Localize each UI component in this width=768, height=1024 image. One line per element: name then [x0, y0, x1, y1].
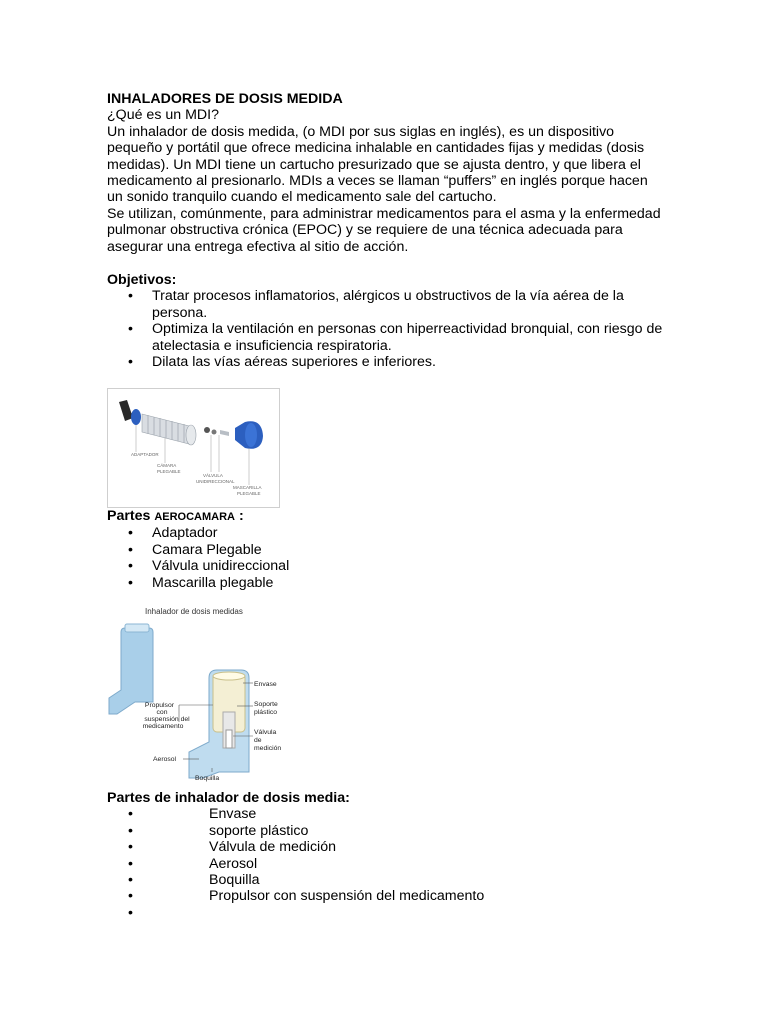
label-aerosol: Aerosol — [153, 756, 177, 763]
label-soporte-1: Soporte — [254, 701, 278, 708]
inhalador-front-shape — [189, 670, 249, 778]
list-item: • Adaptador — [107, 525, 667, 541]
question-line: ¿Qué es un MDI? — [107, 107, 219, 124]
list-item: • Camara Plegable — [107, 542, 667, 558]
heading-aerocamara-word: AEROCAMARA — [154, 511, 235, 523]
list-item: • Boquilla — [107, 872, 667, 888]
list-item: • Válvula de medición — [107, 839, 667, 855]
document-title: INHALADORES DE DOSIS MEDIDA — [107, 91, 343, 107]
figure-title: Inhalador de dosis medidas — [145, 607, 243, 616]
partes-inhalador-heading: Partes de inhalador de dosis media: — [107, 790, 350, 806]
heading-text: Partes — [107, 508, 155, 524]
label-propulsor-4: medicamento — [142, 723, 184, 730]
aerocamara-section — [107, 508, 667, 591]
label-plegable: PLEGABLE — [157, 469, 181, 474]
list-item: • Mascarilla plegable — [107, 575, 667, 591]
label-adaptador: ADAPTADOR — [131, 452, 159, 457]
list-item: • Envase — [107, 806, 667, 822]
heading-colon: : — [235, 508, 244, 524]
spacer — [107, 255, 667, 272]
label-valvula: VÁLVULA — [203, 473, 223, 478]
label-propulsor-1: Propulsor — [144, 702, 174, 709]
document-body — [107, 91, 667, 371]
label-propulsor-2: con — [156, 709, 168, 716]
label-mascarilla-plegable: PLEGABLE — [237, 491, 261, 496]
partes-inhalador-list — [107, 806, 667, 921]
inhalador-section — [107, 790, 667, 921]
list-item: • Optimiza la ventilación en personas con hiperreactividad bronquial, con riesgo de atelectasia e insuficiencia respiratoria. — [107, 321, 667, 354]
paragraph-usage: Se utilizan, comúnmente, para administrar medicamentos para el asma y la enfermedad pulmonar obstructiva crónica (EPOC) y se requiere de una técnica adecuada para asegurar una entrega efectiva al sitio de acción. — [107, 205, 661, 255]
list-item: • Dilata las vías aéreas superiores e inferiores. — [107, 354, 667, 370]
list-item: • soporte plástico — [107, 823, 667, 839]
label-soporte-2: plástico — [254, 709, 278, 716]
label-propulsor-3: suspensión del — [144, 716, 190, 723]
list-item: • Tratar procesos inflamatorios, alérgicos u obstructivos de la vía aérea de la persona. — [107, 288, 667, 321]
label-valvula-3: medición — [254, 745, 282, 752]
inhalador-back-shape — [109, 624, 153, 714]
inhalador-figure — [107, 602, 297, 787]
aerocamara-figure — [107, 388, 280, 508]
label-mascarilla: MASCARILLA — [233, 485, 262, 490]
list-item: • Propulsor con suspensión del medicamento — [107, 888, 667, 904]
list-item: • Válvula unidireccional — [107, 558, 667, 574]
label-boquilla: Boquilla — [195, 775, 220, 782]
objetivos-heading: Objetivos: — [107, 272, 177, 289]
label-camara: CÁMARA — [157, 463, 177, 468]
label-valvula-2: de — [254, 737, 262, 744]
label-valvula-1: Válvula — [254, 729, 277, 736]
objetivos-list — [107, 288, 667, 370]
paragraph-definition: Un inhalador de dosis medida, (o MDI por sus siglas en inglés), es un dispositivo pequeño y portátil que ofrece medicina inhalable en cantidades fijas y medidas (dosis medidas). Un MDI tiene un cartucho presurizado que se ajusta dentro, y que libera el medicamento al presionarlo. MDIs a veces se llaman “puffers” en inglés porque hacen un sonido tranquilo cuando el medicamento sale del cartucho. — [107, 123, 648, 206]
partes-aerocamara-list — [107, 525, 667, 591]
label-envase: Envase — [254, 681, 277, 688]
list-item — [107, 905, 667, 921]
partes-aerocamara-heading — [107, 508, 667, 525]
list-item: • Aerosol — [107, 856, 667, 872]
label-unidireccional: UNIDIRECCIONAL — [196, 479, 235, 484]
